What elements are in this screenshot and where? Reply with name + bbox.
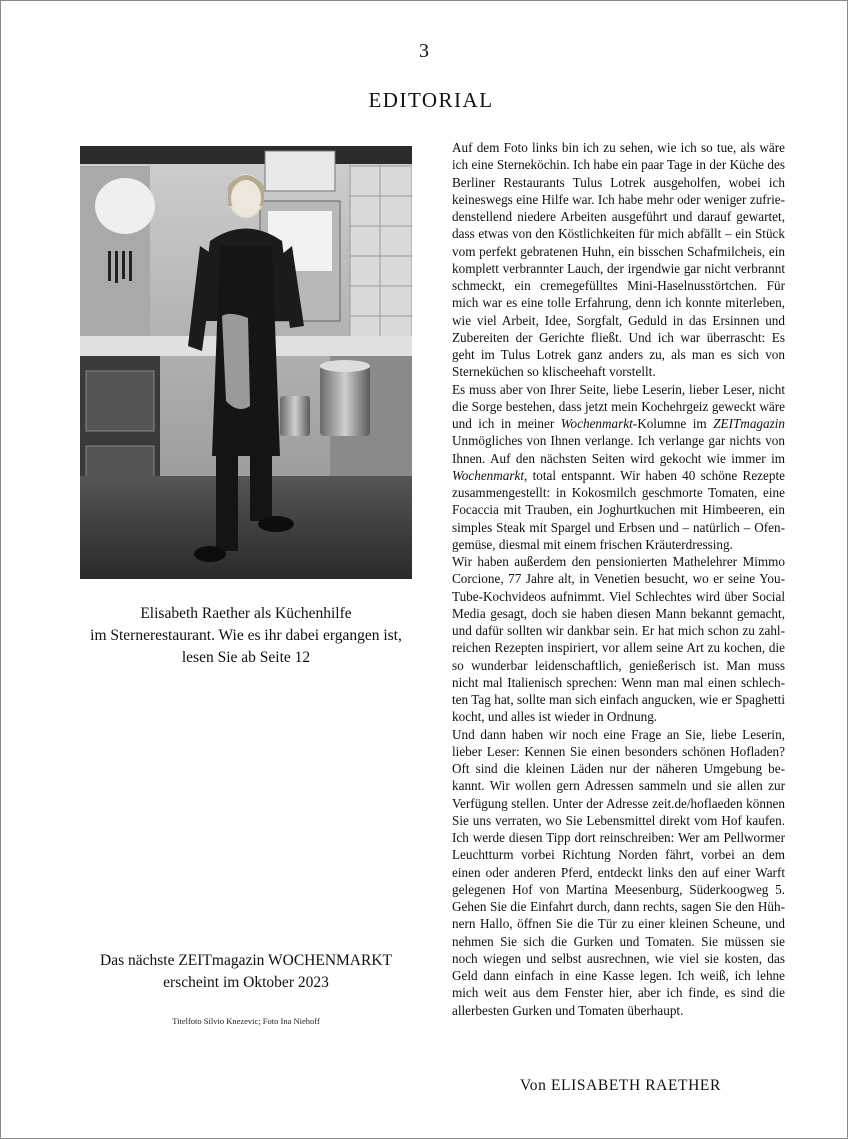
caption-line: im Sternerestaurant. Wie es ihr dabei ergangen ist, [90, 627, 402, 644]
text-run-italic: Wochenmarkt [560, 416, 633, 431]
photo-caption [80, 603, 412, 669]
caption-line: Elisabeth Raether als Küchenhilfe [140, 605, 352, 622]
page-number: 3 [419, 40, 429, 62]
body-paragraph: Auf dem Foto links bin ich zu sehen, wie ich so tue, als wäre ich eine Sterneköchin. Ich habe ein paar Tage in der Küche des Berliner Restaurants Tulus Lotrek ausgeholfen, wobei ich keineswegs eine Hilfe war. Ich habe mehr oder weniger zufriedenstellend niedere Arbeiten ausgeführt und darauf gewartet, dass etwas von den Köstlichkeiten für mich abfällt – ein Stück vom perfekt gebratenen Huhn, ein bisschen Schafmilcheis, ein komplett verbrannter Lauch, der irgendwie gar nicht verbrannt schmeckt, ein cremegefülltes Mini-Haselnusstörtchen. Für mich war es eine tolle Erfahrung, denn ich konnte miterleben, wie viel Arbeit, Idee, Sorgfalt, Geduld in das Ersinnen und Zubereiten der Gerichte fließt. Und ich war überrascht: Es geht im Tulus Lotrek ganz anders zu, als man es sich von Sterneküchen so klischeehaft vorstellt. [452, 140, 785, 380]
promo-line: erscheint im Oktober 2023 [163, 974, 329, 991]
body-paragraph [452, 381, 785, 554]
body-paragraph: Und dann haben wir noch eine Frage an Sie, liebe Leserin, lieber Leser: Kennen Sie einen besonders schönen Hofladen? Oft sind die kleinen Läden nur der näheren Umgebung bekannt. Wir wollen gern Adressen sammeln und sie allen zur Verfügung stellen. Unter der Adresse zeit.de/hoflaeden können Sie uns verraten, wo Sie Lebensmittel direkt vom Hof kaufen. Ich werde diesen Tipp dort reinschreiben: Wer am Pellwormer Leuchtturm vorbei Richtung Norden fährt, vorbei an dem einen oder anderen Pferd, entdeckt links den auf einer Warft gelegenen Hof von Martina Meesenburg, Süderkoogweg 5. Gehen Sie die Einfahrt durch, dann rechts, sagen Sie den Hühnern Hallo, öffnen Sie die Tür zu einer kleinen Scheune, und nehmen Sie sich die Gurken und Tomaten. Sie müssen sie noch wiegen und selbst ausrechnen, wie viel sie kosten, das Geld dann einfach in eine Kasse legen. Ich weiß, ich lehne mich weit aus dem Fenster hier, aber ich finde, es sind die allerbesten Gurken und Tomaten überhaupt. [452, 726, 785, 1018]
text-run-italic: Wochenmarkt, [452, 467, 528, 483]
chef-in-kitchen-photo [80, 146, 412, 579]
text-run: Es muss aber von Ihrer Seite, liebe Leserin, lieber Leser, nicht die Sorge bestehen, dass jetzt mein Kochehrgeiz geweckt wäre und ich in meiner [452, 381, 785, 431]
photo-credit: Titelfoto Silvio Knezevic; Foto Ina Niehoff [172, 1016, 320, 1026]
text-run: -Kolumne im [632, 416, 714, 431]
caption-line: lesen Sie ab Seite 12 [181, 649, 311, 666]
page-title: EDITORIAL [368, 88, 494, 112]
next-issue-notice [80, 950, 412, 994]
author-byline: Von ELISABETH RAETHER [520, 1077, 721, 1094]
editorial-body [452, 139, 785, 1019]
photo-illustration [80, 146, 412, 579]
text-run: Unmögliches von Ihnen verlange. Ich verlange gar nichts von Ihnen. Auf den nächsten Seiten wird gekocht wie immer im [452, 433, 785, 466]
text-run: total entspannt. Wir haben 40 schöne Rezepte zusammengestellt: in Kokosmilch geschmorte Tomaten, eine Focaccia mit Trauben, ein Joghurtkuchen mit Himbeeren, ein simples Steak mit Spargel und Erbsen und – natürlich – Ofengemüse, diesmal mit einem frischen Kräuterdressing. [452, 467, 785, 552]
text-run-italic: ZEITmagazin [713, 416, 785, 431]
body-paragraph: Wir haben außerdem den pensionierten Mathelehrer Mimmo Corcione, 77 Jahre alt, in Venetien besucht, wo er seine YouTube-Kochvideos aufnimmt. Viel Schlechtes wird über Social Media gesagt, doch sie haben diesen Mann bekannt gemacht, und dafür sollten wir dankbar sein. Er hat mich schon zu zahlreichen Rezepten inspiriert, vor allem seine Art zu kochen, die so wunderbar leidenschaftlich, genießerisch ist. Man muss nicht mal Italienisch sprechen: Wenn man mal einen schlechten Tag hat, sollte man sich einfach angucken, wie er Spaghetti kocht, und alles ist wieder in Ordnung. [452, 554, 785, 725]
promo-line: Das nächste ZEITmagazin WOCHENMARKT [100, 952, 392, 969]
